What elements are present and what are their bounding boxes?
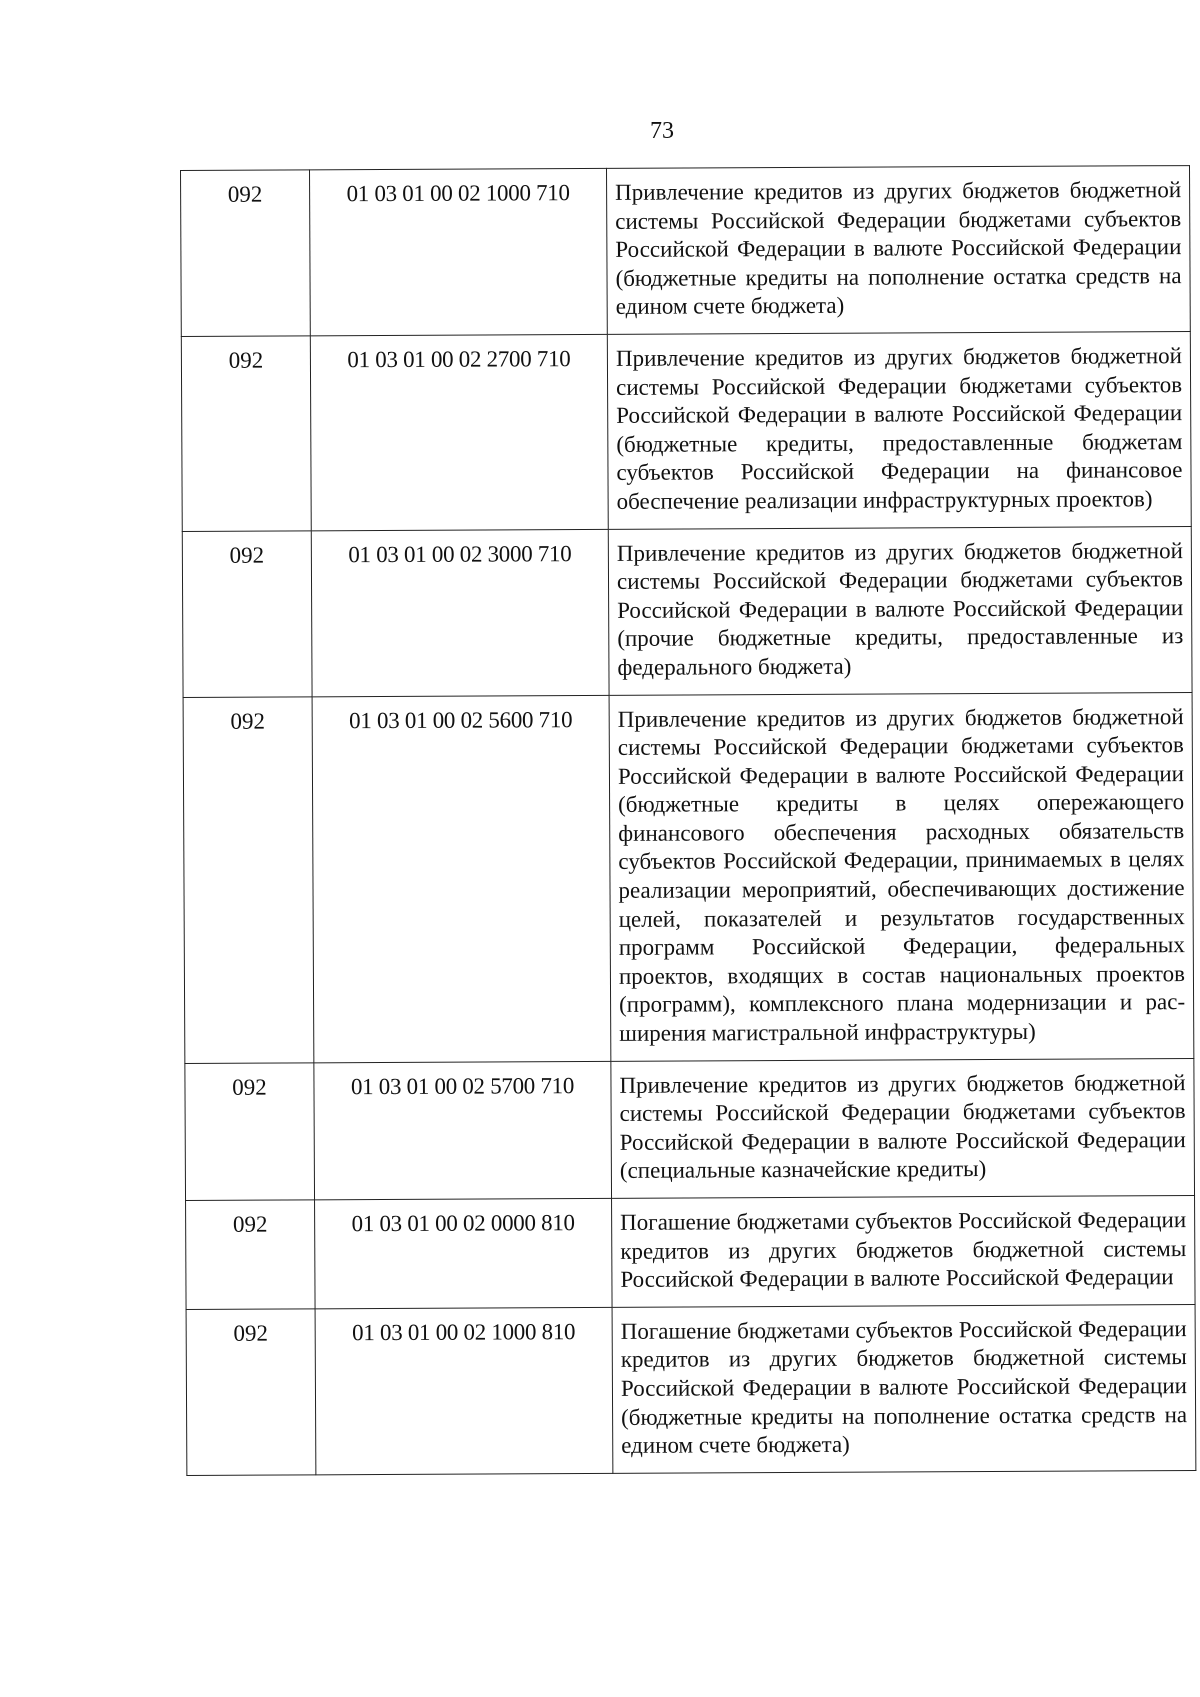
- table-row: [186, 1196, 1196, 1310]
- administrator-code-cell: 092: [182, 530, 312, 697]
- administrator-code-cell: 092: [186, 1309, 316, 1476]
- description-cell: Привлечение кредитов из других бюджетов бюджетной системы Российской Федерации бюджетами субъектов Российской Федерации в валюте Российской Федерации (прочие бюджетные кредиты, предоставленные из федерального бюджета): [608, 526, 1192, 695]
- classification-code-cell: 01 03 01 00 02 5600 710: [312, 695, 611, 1063]
- administrator-code-cell: 092: [181, 170, 311, 337]
- table-row: [185, 1058, 1195, 1200]
- classification-code-cell: 01 03 01 00 02 1000 810: [315, 1307, 613, 1474]
- page-number: 73: [650, 118, 674, 144]
- table-row: [182, 526, 1192, 697]
- classification-code-cell: 01 03 01 00 02 2700 710: [310, 334, 608, 530]
- table-row: [183, 692, 1194, 1063]
- description-cell: Привлечение кредитов из других бюджетов бюджетной системы Российской Федерации бюджетами субъектов Российской Федерации в валюте Российской Федерации (специальные казначейские кредиты): [611, 1058, 1195, 1198]
- administrator-code-cell: 092: [186, 1200, 316, 1309]
- description-cell: Привлечение кредитов из других бюджетов бюджетной системы Российской Федерации бюджетами субъектов Российской Федерации в валюте Российской Федерации (бюджетные кредиты в целях опережающего финансового обеспечения расходных обязательств субъектов Российской Федерации, принимаемых в целях реализации мероприятий, обеспечивающих достижение целей, показателей и результатов государственных программ Российской Федерации, федеральных проектов, входящих в состав национальных проектов (программ), комплексного плана модернизации и расширения магистральной инфраструктуры): [609, 692, 1194, 1061]
- description-cell: Погашение бюджетами субъектов Российской Федерации кредитов из других бюджетов бюджетной системы Российской Федерации в валюте Российской Федерации (бюджетные кредиты на пополнение остатка средств на едином счете бюджета): [612, 1304, 1196, 1473]
- classification-code-cell: 01 03 01 00 02 1000 710: [310, 168, 608, 335]
- budget-classification-table: [180, 165, 1196, 1476]
- table-row: [186, 1304, 1196, 1475]
- classification-code-cell: 01 03 01 00 02 3000 710: [311, 529, 609, 696]
- description-cell: Погашение бюджетами субъектов Российской Федерации кредитов из других бюджетов бюджетной системы Российской Федерации в валюте Российской Федерации: [612, 1196, 1196, 1308]
- classification-code-cell: 01 03 01 00 02 0000 810: [315, 1198, 613, 1308]
- administrator-code-cell: 092: [181, 336, 311, 531]
- administrator-code-cell: 092: [185, 1062, 315, 1200]
- table-row: [181, 166, 1191, 337]
- classification-code-cell: 01 03 01 00 02 5700 710: [314, 1061, 612, 1200]
- administrator-code-cell: 092: [183, 696, 314, 1063]
- table-row: [181, 332, 1191, 531]
- description-cell: Привлечение кредитов из других бюджетов бюджетной системы Российской Федерации бюджетами субъектов Российской Федерации в валюте Российской Федерации (бюджетные кредиты, предоставленные бюджетам субъектов Российской Федерации на финансовое обеспечение реализации инфраструктурных проектов): [607, 332, 1191, 529]
- description-cell: Привлечение кредитов из других бюджетов бюджетной системы Российской Федерации бюджетами субъектов Российской Федерации в валюте Российской Федерации (бюджетные кредиты на пополнение остатка средств на едином счете бюджета): [606, 166, 1190, 335]
